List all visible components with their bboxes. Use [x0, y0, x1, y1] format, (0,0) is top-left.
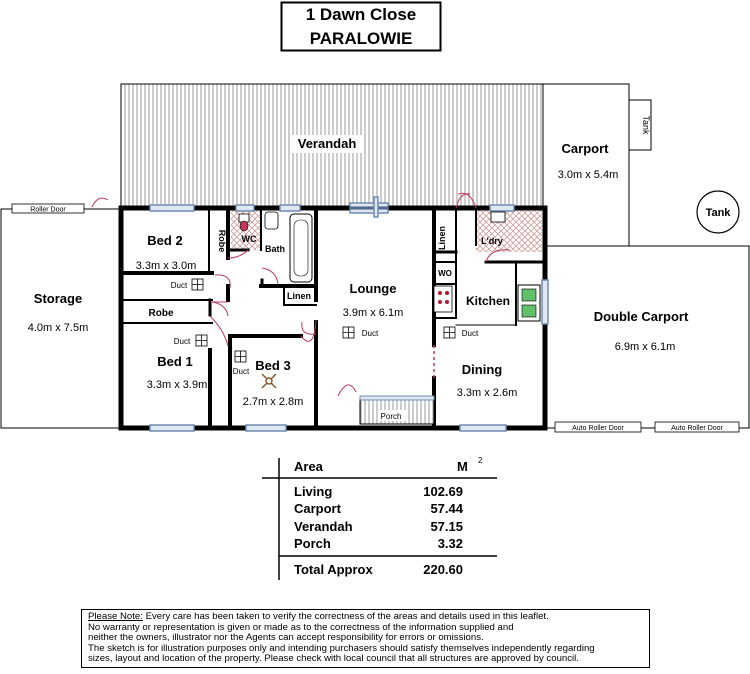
storage: [1, 198, 119, 428]
kitchen-label: Kitchen: [465, 294, 511, 308]
area-unit-sup: 2: [478, 456, 483, 465]
lounge-label: Lounge: [349, 281, 397, 296]
disclaimer-line: No warranty or representation is given or made as to the correctness of the information supplied and: [88, 621, 514, 633]
auto-roller-door-1-label: Auto Roller Door: [572, 425, 624, 432]
double-carport-label: Double Carport: [593, 309, 689, 324]
area-unit: M: [457, 459, 468, 474]
double-carport: [545, 246, 749, 432]
area-table: [262, 456, 497, 580]
bed1-size: 3.3m x 3.9m: [146, 379, 208, 391]
robe-label: Robe: [148, 308, 174, 319]
area-row-label: Verandah: [294, 519, 353, 534]
storage-label: Storage: [33, 291, 83, 306]
area-total-value: 220.60: [423, 562, 463, 577]
tank-round: [697, 191, 739, 233]
verandah: [121, 84, 543, 207]
bed2-label: Bed 2: [147, 233, 183, 248]
duct-icon: [235, 351, 246, 362]
area-header: Area: [294, 459, 323, 474]
area-row-label: Living: [294, 484, 333, 499]
bed3-size: 2.7m x 2.8m: [242, 396, 304, 408]
duct-icon: [192, 279, 203, 290]
area-row-value: 3.32: [437, 536, 463, 551]
tank-round-label: Tank: [705, 207, 731, 219]
dining-size: 3.3m x 2.6m: [456, 387, 518, 399]
wc-label: WC: [241, 234, 257, 244]
area-row-value: 57.15: [430, 519, 463, 534]
porch: [360, 396, 434, 424]
porch-label: Porch: [380, 412, 402, 421]
disclaimer-line: The sketch is for illustration purposes only and intending purchasers should satisfy themselves independently regarding: [88, 642, 595, 654]
bed1-label: Bed 1: [157, 354, 193, 369]
bathtub: [290, 214, 312, 282]
area-row-value: 57.44: [430, 501, 463, 516]
dining-label: Dining: [461, 362, 503, 377]
bath-basin: [265, 212, 278, 229]
area-row-label: Porch: [294, 536, 331, 551]
toilet-bowl: [240, 221, 248, 231]
disclaimer-line: sizes, layout and location of the property. Please check with local council that all structures are approved by council.: [88, 653, 579, 665]
auto-roller-door-2-label: Auto Roller Door: [671, 425, 723, 432]
linen-hall-label: Linen: [287, 291, 311, 301]
robe-label-vertical: Robe: [217, 229, 227, 253]
duct-bed1-label: Duct: [173, 337, 191, 346]
area-row-value: 102.69: [423, 484, 463, 499]
duct-icon: [444, 327, 455, 338]
duct-bed3-label: Duct: [232, 367, 250, 376]
disclaimer-line: neither the owners, illustrator nor the Agents can accept responsibility for errors or omissions.: [88, 632, 484, 644]
duct-icon: [343, 327, 354, 338]
linen-kitchen-label: Linen: [437, 226, 447, 250]
wo-label: WO: [438, 269, 452, 278]
duct-bed2-label: Duct: [170, 281, 188, 290]
disclaimer-line: [88, 612, 643, 623]
verandah-label: Verandah: [297, 136, 357, 151]
carport-size: 3.0m x 5.4m: [557, 169, 619, 181]
disclaimer-lead: Please Note:: [88, 611, 143, 622]
bed3-label: Bed 3: [255, 358, 291, 373]
carport: [543, 84, 651, 246]
carport-label: Carport: [561, 141, 609, 156]
title-suburb: PARALOWIE: [309, 29, 413, 48]
storage-size: 4.0m x 7.5m: [27, 322, 89, 334]
title-box: [282, 3, 441, 51]
duct-icon: [196, 335, 207, 346]
title-address: 1 Dawn Close: [305, 5, 417, 24]
area-total-label: Total Approx: [294, 562, 373, 577]
area-row-label: Carport: [294, 501, 341, 516]
roller-door-label: Roller Door: [30, 206, 66, 214]
laundry-tub: [491, 212, 505, 222]
double-carport-size: 6.9m x 6.1m: [614, 341, 676, 353]
duct-lounge-label: Duct: [361, 329, 379, 338]
lounge-size: 3.9m x 6.1m: [342, 307, 404, 319]
laundry-label: L'dry: [481, 236, 503, 246]
duct-kitchen-label: Duct: [461, 329, 479, 338]
cooktop: [434, 286, 452, 312]
disclaimer-text: Every care has been taken to verify the correctness of the areas and details used in this leaflet.: [142, 611, 549, 622]
disclaimer-box: [81, 609, 650, 668]
tank-rect-label: Tank: [641, 115, 651, 135]
bed2-size: 3.3m x 3.0m: [135, 260, 197, 272]
bath-label: Bath: [265, 244, 285, 254]
